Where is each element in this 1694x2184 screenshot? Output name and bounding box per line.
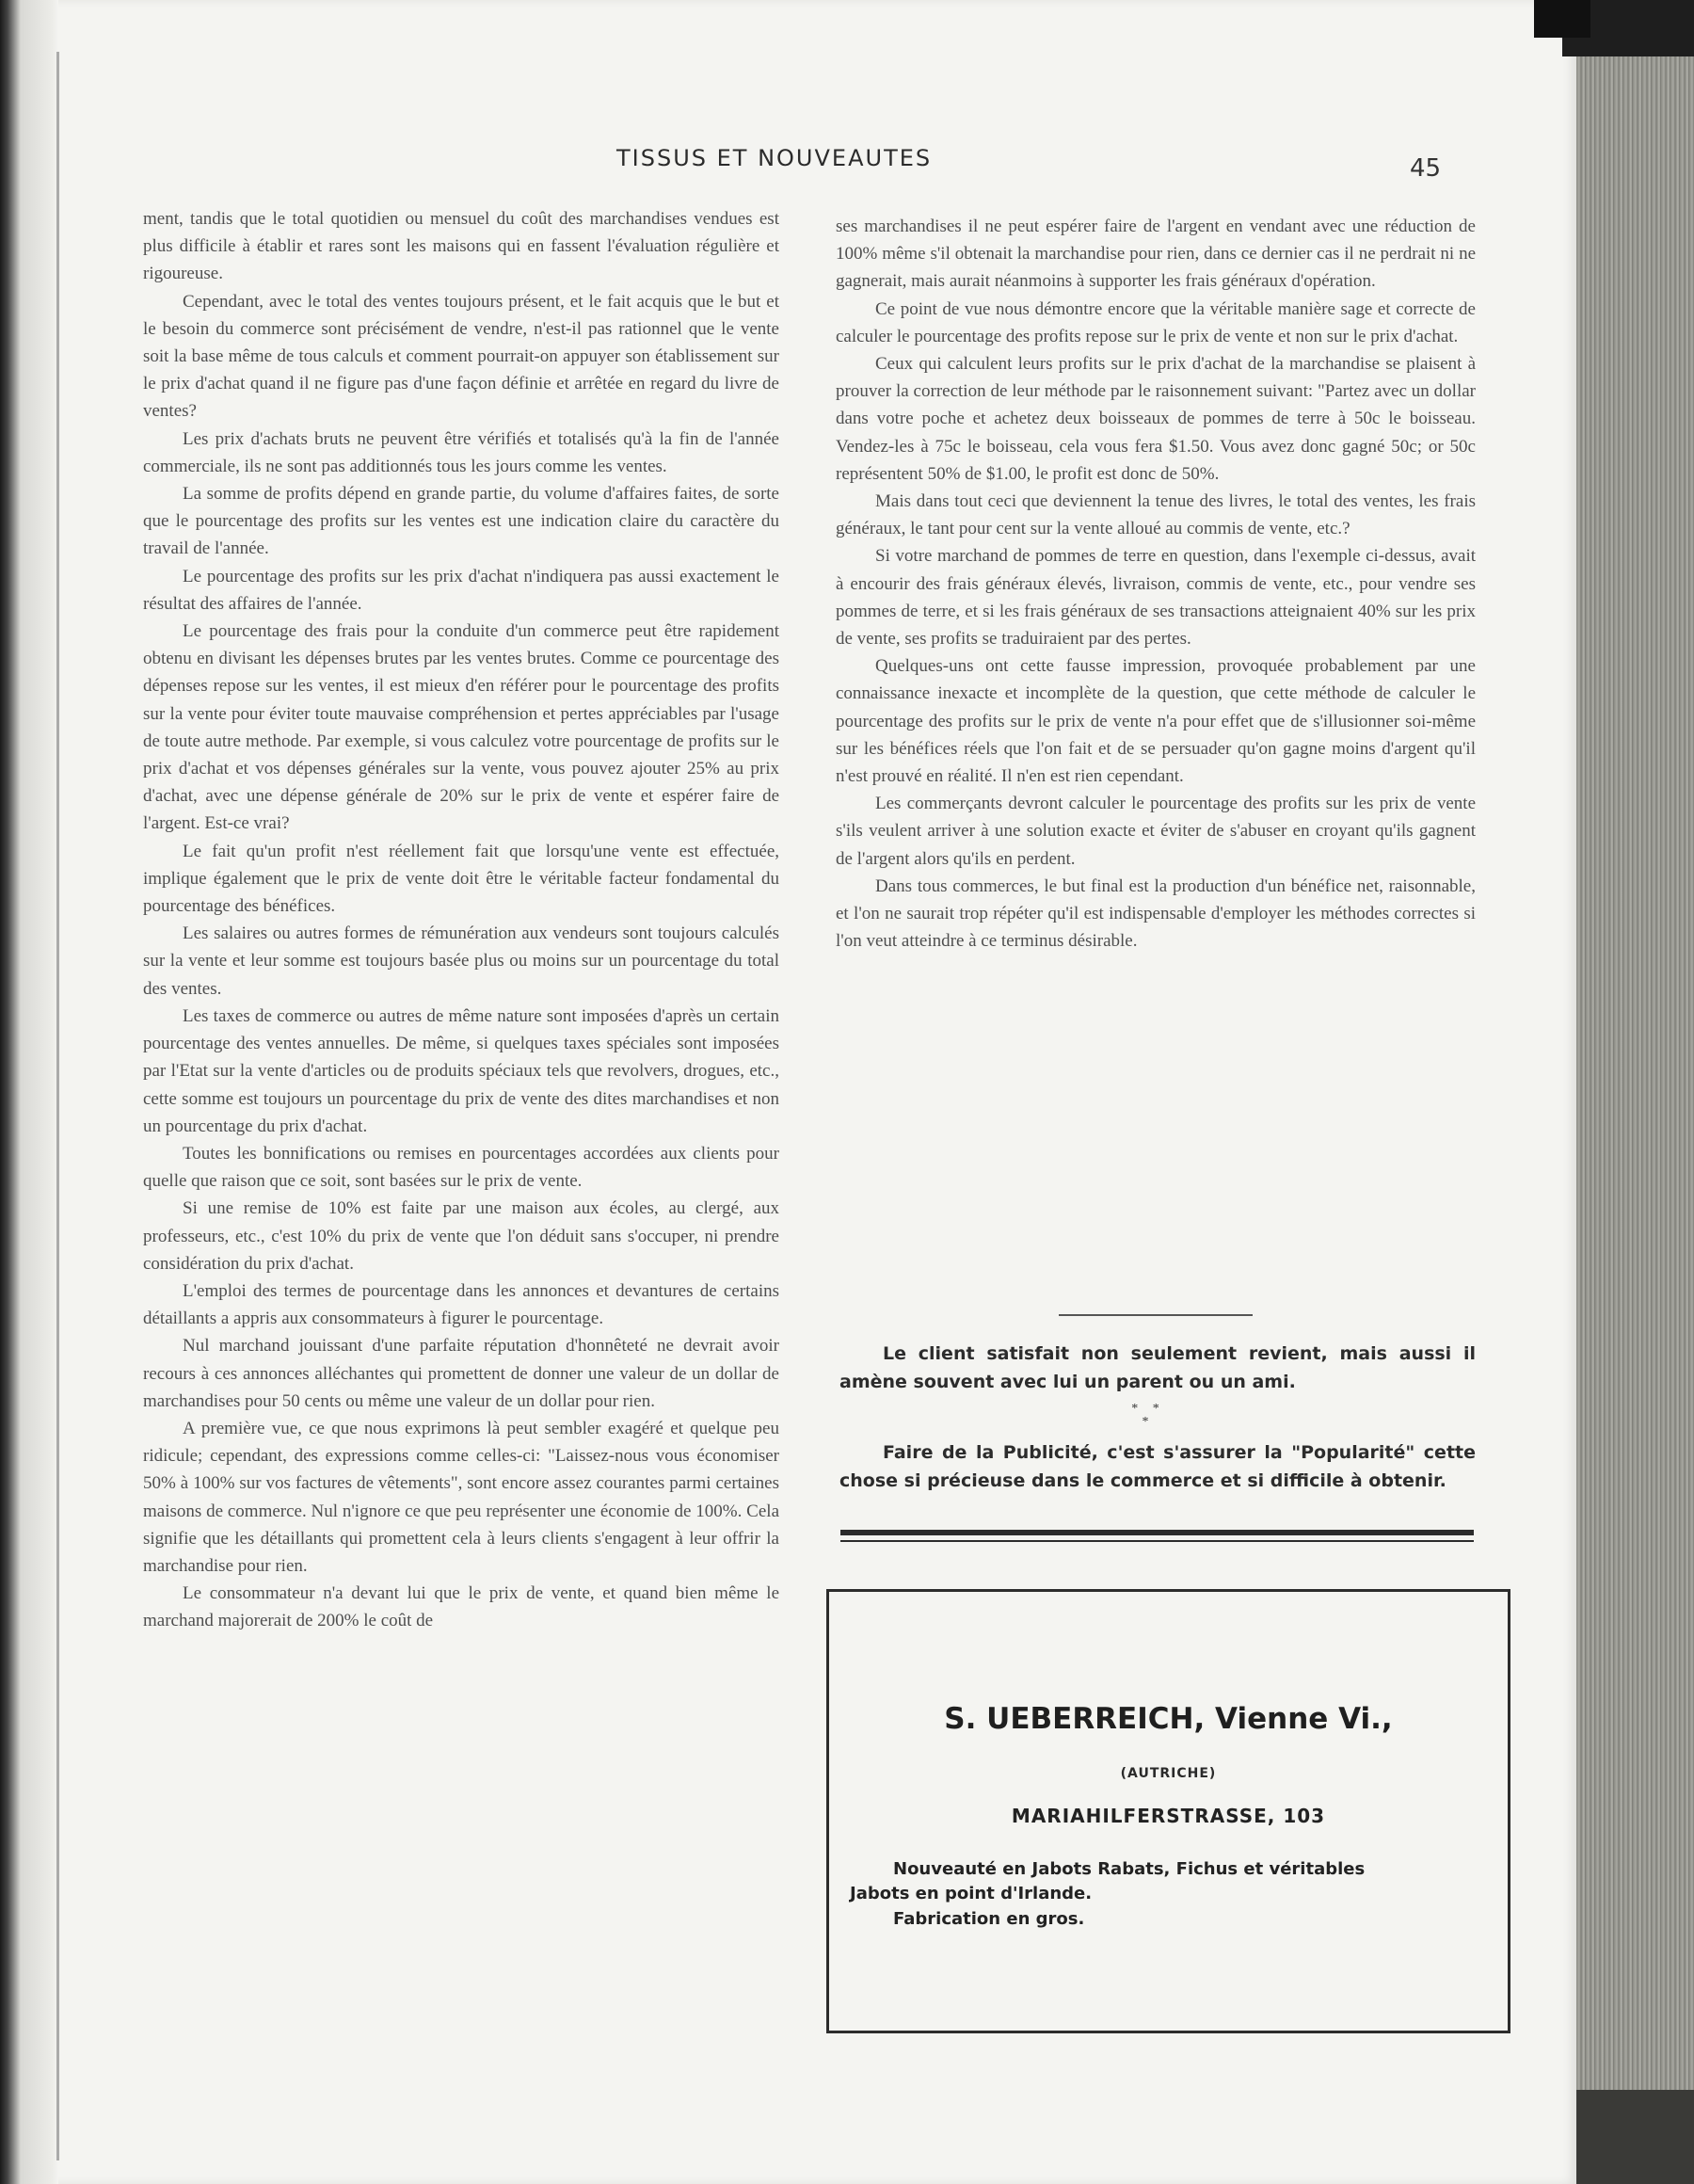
ad-country: (AUTRICHE)	[1120, 1766, 1217, 1781]
running-title: TISSUS ET NOUVEAUTES	[616, 145, 933, 171]
paragraph: Le pourcentage des profits sur les prix d'achat n'indiquera pas aussi exactement le résultat des affaires de l'année.	[143, 566, 779, 614]
paragraph: L'emploi des termes de pourcentage dans les annonces et devantures de certains détaillants a appris aux consommateurs à figurer le pourcentage.	[143, 1280, 779, 1329]
book-page-edges	[1576, 0, 1694, 2184]
paragraph: La somme de profits dépend en grande partie, du volume d'affaires faites, de sorte que le pourcentage des profits sur les ventes est une indication claire du caractère du travail de l'année.	[143, 484, 779, 559]
paragraph: Dans tous commerces, le but final est la production d'un bénéfice net, raisonnable, et l'on ne saurait trop répéter qu'il est indispensable d'employer les méthodes correctes si l'on veut atteindre à ce terminus désirable.	[836, 875, 1476, 952]
paragraph: Les taxes de commerce ou autres de même nature sont imposées d'après un certain pourcentage des ventes annuelles. De même, si quelques taxes spéciales sont imposées par l'Etat sur la vente d'articles ou de produits spéciaux tels que revolvers, drogues, etc., cette somme est toujours un pourcentage du prix de vente des dites marchandises et non un pourcentage du prix d'achat.	[143, 1005, 779, 1136]
paragraph: ses marchandises il ne peut espérer faire de l'argent en vendant avec une réduction de 100% même s'il obtenait la marchandise pour rien, dans ce dernier cas il ne perdrait ni ne gagnerait, mais aurait néanmoins à supporter les frais généraux d'opération.	[836, 217, 1476, 292]
paragraph: A première vue, ce que nous exprimons là peut sembler exagéré et quelque peu ridicule; cependant, des expressions comme celles-ci: "Laissez-nous vous économiser 50% à 100% sur vos factures de vêtements", sont encore assez courantes parmi certaines maisons de commerce. Nul n'ignore ce que peu représenter une économie de 100%. Cela signifie que les détaillants qui promettent cela à leurs clients s'engagent à leur offrir la marchandise pour rien.	[143, 1418, 779, 1576]
ad-product-line: Jabots en point d'Irlande.	[850, 1884, 1093, 1903]
book-cover-bottom	[1576, 2090, 1694, 2184]
paragraph: Les salaires ou autres formes de rémunération aux vendeurs sont toujours calculés sur la vente et leur somme est toujours basée plus ou moins sur un pourcentage du total des ventes.	[143, 923, 779, 999]
paragraph: Le pourcentage des frais pour la conduite d'un commerce peut être rapidement obtenu en divisant les dépenses brutes par les ventes brutes. Comme ce pourcentage des dépenses repose sur les ventes, il est mieux d'en référer pour le pourcentage des profits sur la vente pour éviter toute mauvaise compréhension et pertes appréciables par l'usage de toute autre methode. Par exemple, si vous calculez votre pourcentage de profits sur le prix d'achat et vos dépenses générales sur la vente, vous pouvez ajouter 25% au prix d'achat, avec une dépense générale de 20% sur le prix de vente et espérer faire de l'argent. Est-ce vrai?	[143, 621, 779, 834]
thick-rule	[840, 1530, 1474, 1535]
paragraph: Les prix d'achats bruts ne peuvent être vérifiés et totalisés qu'à la fin de l'année commerciale, ils ne sont pas additionnés tous les jours comme les ventes.	[143, 428, 779, 476]
ad-street-address: MARIAHILFERSTRASSE, 103	[1011, 1805, 1326, 1827]
paragraph: Nul marchand jouissant d'une parfaite réputation d'honnêteté ne devrait avoir recours à ces annonces alléchantes qui promettent de donner une valeur de un dollar de marchandises pour 50 cents ou même une valeur de un dollar pour rien.	[143, 1336, 779, 1411]
ad-product-line: Fabrication en gros.	[893, 1909, 1085, 1929]
maxim-client: Le client satisfait non seulement revient, mais aussi il amène souvent avec lui un parent ou un ami.	[839, 1343, 1476, 1392]
paragraph: Si une remise de 10% est faite par une maison aux écoles, au clergé, aux professeurs, etc., c'est 10% du prix de vente que l'on déduit sans s'occuper, ni prendre considération du prix d'achat.	[143, 1198, 779, 1274]
section-divider	[1059, 1314, 1253, 1316]
thin-rule	[840, 1540, 1474, 1542]
advertisement-box	[826, 1589, 1510, 2033]
paragraph: Les commerçants devront calculer le pourcentage des profits sur les prix de vente s'ils veulent arriver à une solution exacte et éviter de s'abuser en croyant qu'ils gagnent de l'argent alors qu'ils en perdent.	[836, 794, 1476, 869]
ad-company-name: S. UEBERREICH, Vienne Vi.,	[944, 1702, 1393, 1736]
paragraph: Ceux qui calculent leurs profits sur le prix d'achat de la marchandise se plaisent à prouver la correction de leur méthode par le raisonnement suivant: "Partez avec un dollar dans votre poche et achetez deux boisseaux de pommes de terre à 50c le boisseau. Vendez-les à 75c le boisseau, cela vous fera $1.50. Vous avez donc gagné 50c; or 50c représentent 50% de $1.00, le profit est donc de 50%.	[836, 354, 1476, 484]
paragraph: Le consommateur n'a devant lui que le prix de vente, et quand bien même le marchand majorerait de 200% le coût de	[143, 1583, 779, 1631]
left-column	[143, 205, 779, 1635]
ad-product-line: Nouveauté en Jabots Rabats, Fichus et véritables	[893, 1859, 1366, 1879]
paragraph: ment, tandis que le total quotidien ou mensuel du coût des marchandises vendues est plus difficile à établir et rares sont les maisons qui en fassent l'évaluation régulière et rigoureuse.	[143, 209, 779, 284]
paragraph: Mais dans tout ceci que deviennent la tenue des livres, le total des ventes, les frais généraux, le tant pour cent sur la vente alloué au commis de vente, etc.?	[836, 491, 1476, 539]
paragraph: Toutes les bonnifications ou remises en pourcentages accordées aux clients pour quelle que raison que ce soit, sont basées sur le prix de vente.	[143, 1143, 779, 1192]
page-gutter-shadow	[0, 0, 58, 2184]
right-column	[836, 213, 1476, 955]
asterism: * * *	[1131, 1402, 1165, 1429]
paragraph: Le fait qu'un profit n'est réellement fait que lorsqu'une vente est effectuée, implique également que le prix de vente doit être le véritable facteur fondamental du pourcentage des bénéfices.	[143, 841, 779, 917]
book-cover-corner	[1534, 0, 1590, 38]
maxim-publicity: Faire de la Publicité, c'est s'assurer la "Popularité" cette chose si précieuse dans le commerce et si difficile à obtenir.	[839, 1442, 1476, 1491]
paragraph: Quelques-uns ont cette fausse impression, provoquée probablement par une connaissance inexacte et incomplète de la question, que cette méthode de calculer le pourcentage des profits sur le prix de vente n'a pour effet que de s'illusionner soi-même sur les bénéfices réels que l'on fait et de se persuader qu'on gagne moins d'argent qu'il n'est prouvé en réalité. Il n'en est rien cependant.	[836, 656, 1476, 787]
gutter-line	[56, 52, 59, 2160]
paragraph: Cependant, avec le total des ventes toujours présent, et le fait acquis que le but et le besoin du commerce sont précisément de vendre, n'est-il pas rationnel que le vente soit la base même de tous calculs et comment pourrait-on appuyer son établissement sur le prix d'achat quand il ne figure pas d'une façon définie et arrêtée en regard du livre de ventes?	[143, 291, 779, 422]
page-number: 45	[1410, 154, 1442, 183]
paragraph: Ce point de vue nous démontre encore que la véritable manière sage et correcte de calculer le pourcentage des profits repose sur le prix de vente et non sur le prix d'achat.	[836, 298, 1476, 346]
paragraph: Si votre marchand de pommes de terre en question, dans l'exemple ci-dessus, avait à encourir des frais généraux élevés, livraison, commis de vente, etc., pour vendre ses pommes de terre, et si les frais généraux de ses transactions atteignaient 40% sur les prix de vente, ses profits se traduiraient par des pertes.	[836, 546, 1476, 650]
